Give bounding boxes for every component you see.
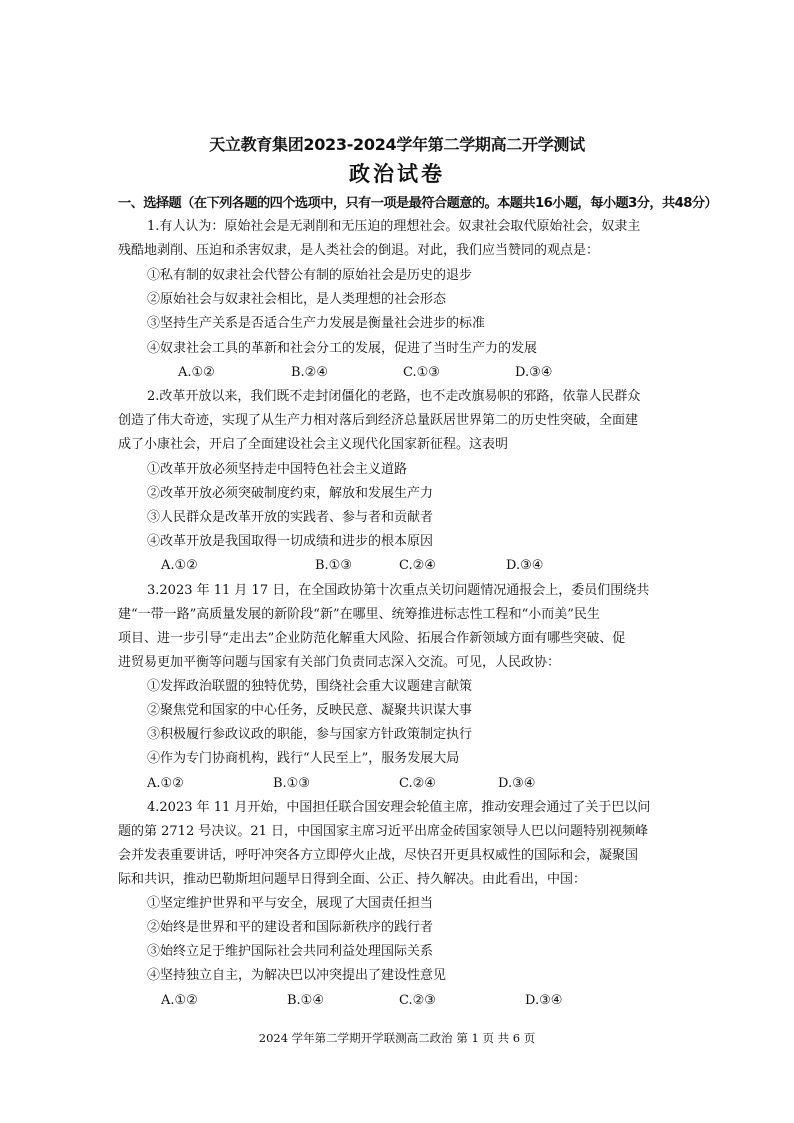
- question-4-choice-c: C.②③: [399, 993, 436, 1008]
- exam-title: 天立教育集团2023-2024学年第二学期高二开学测试: [209, 135, 585, 154]
- subject-title: 政治试卷: [349, 162, 445, 186]
- question-3-choice-c: C.②④: [399, 776, 436, 791]
- question-1-choice-d: D.③④: [515, 365, 553, 380]
- question-2-statement: ③人民群众是改革开放的实践者、参与者和贡献者: [147, 510, 434, 525]
- question-4-choice-b: B.①④: [287, 993, 324, 1008]
- question-4-statement: ④坚持独立自主，为解决巴以冲突提出了建设性意见: [147, 968, 447, 983]
- question-1-statement: ①私有制的奴隶社会代替公有制的原始社会是历史的退步: [147, 268, 473, 283]
- section-instruction: 一、选择题（在下列各题的四个选项中，只有一项是最符合题意的。本题共16小题，每小题3分，共48分）: [118, 196, 718, 211]
- question-2-statement: ②改革开放必须突破制度约束，解放和发展生产力: [147, 486, 434, 501]
- question-2-choice-d: D.③④: [506, 558, 544, 573]
- question-3-statement: ②聚焦党和国家的中心任务，反映民意、凝聚共识谋大事: [147, 703, 473, 718]
- question-3-statement: ③积极履行参政议政的职能，参与国家方针政策制定执行: [147, 727, 473, 742]
- question-4-choice-a: A.①②: [161, 993, 198, 1008]
- question-4-stem-line: 题的第 2712 号决议。21 日，中国国家主席习近平出席金砖国家领导人巴以问题特别视频峰: [118, 824, 649, 839]
- question-2-stem-line: 成了小康社会，开启了全面建设社会主义现代化国家新征程。这表明: [118, 437, 509, 452]
- question-1-statement: ②原始社会与奴隶社会相比，是人类理想的社会形态: [147, 292, 447, 307]
- question-2-choice-a: A.①②: [161, 558, 198, 573]
- question-1-choice-a: A.①②: [178, 365, 215, 380]
- question-2-choice-c: C.②④: [399, 558, 436, 573]
- question-3-stem-line: 3.2023 年 11 月 17 日，在全国政协第十次重点关切问题情况通报会上，委员们围绕共: [147, 583, 650, 598]
- question-2-choice-b: B.①③: [315, 558, 352, 573]
- question-1-stem-line: 1.有人认为：原始社会是无剥削和无压迫的理想社会。奴隶社会取代原始社会，奴隶主: [147, 219, 641, 234]
- question-4-stem-line: 4.2023 年 11 月开始，中国担任联合国安理会轮值主席，推动安理会通过了关于巴以问: [147, 800, 651, 815]
- question-1-choice-b: B.②④: [291, 365, 328, 380]
- question-3-choice-a: A.①②: [147, 776, 184, 791]
- question-3-stem-line: 建“一带一路”高质量发展的新阶段“新”在哪里、统筹推进标志性工程和“小而美”民生: [118, 607, 600, 622]
- question-4-stem-line: 会并发表重要讲话，呼吁冲突各方立即停火止战，尽快召开更具权威性的国际和会，凝聚国: [118, 848, 639, 863]
- question-4-choice-d: D.③④: [525, 993, 563, 1008]
- question-2-stem-line: 创造了伟大奇迹，实现了从生产力相对落后到经济总量跃居世界第二的历史性突破，全面建: [118, 413, 639, 428]
- question-2-statement: ④改革开放是我国取得一切成绩和进步的根本原因: [147, 534, 434, 549]
- question-4-statement: ③始终立足于维护国际社会共同利益处理国际关系: [147, 944, 434, 959]
- question-2-stem-line: 2.改革开放以来，我们既不走封闭僵化的老路，也不走改旗易帜的邪路，依靠人民群众: [147, 389, 641, 404]
- question-2-statement: ①改革开放必须坚持走中国特色社会主义道路: [147, 462, 408, 477]
- question-3-choice-d: D.③④: [498, 776, 536, 791]
- question-1-stem-line: 残酷地剥削、压迫和杀害奴隶，是人类社会的倒退。对此，我们应当赞同的观点是：: [118, 243, 600, 258]
- question-1-statement: ④奴隶社会工具的革新和社会分工的发展，促进了当时生产力的发展: [147, 341, 538, 356]
- question-3-statement: ①发挥政治联盟的独特优势，围绕社会重大议题建言献策: [147, 679, 473, 694]
- question-4-stem-line: 际和共识，推动巴勒斯坦问题早日得到全面、公正、持久解决。由此看出，中国：: [118, 872, 587, 887]
- question-3-stem-line: 进贸易更加平衡等问题与国家有关部门负责同志深入交流。可见，人民政协：: [118, 655, 561, 670]
- question-1-choice-c: C.①③: [403, 365, 440, 380]
- question-3-choice-b: B.①③: [273, 776, 310, 791]
- question-4-statement: ②始终是世界和平的建设者和国际新秩序的践行者: [147, 920, 434, 935]
- question-3-stem-line: 项目、进一步引导“走出去”企业防范化解重大风险、拓展合作新领域方面有哪些突破、促: [118, 631, 626, 646]
- question-4-statement: ①坚定维护世界和平与安全，展现了大国责任担当: [147, 896, 434, 911]
- page-footer: 2024 学年第二学期开学联测高二政治 第 1 页 共 6 页: [258, 1031, 536, 1045]
- question-3-statement: ④作为专门协商机构，践行“人民至上”，服务发展大局: [147, 751, 460, 766]
- question-1-statement: ③坚持生产关系是否适合生产力发展是衡量社会进步的标准: [147, 316, 486, 331]
